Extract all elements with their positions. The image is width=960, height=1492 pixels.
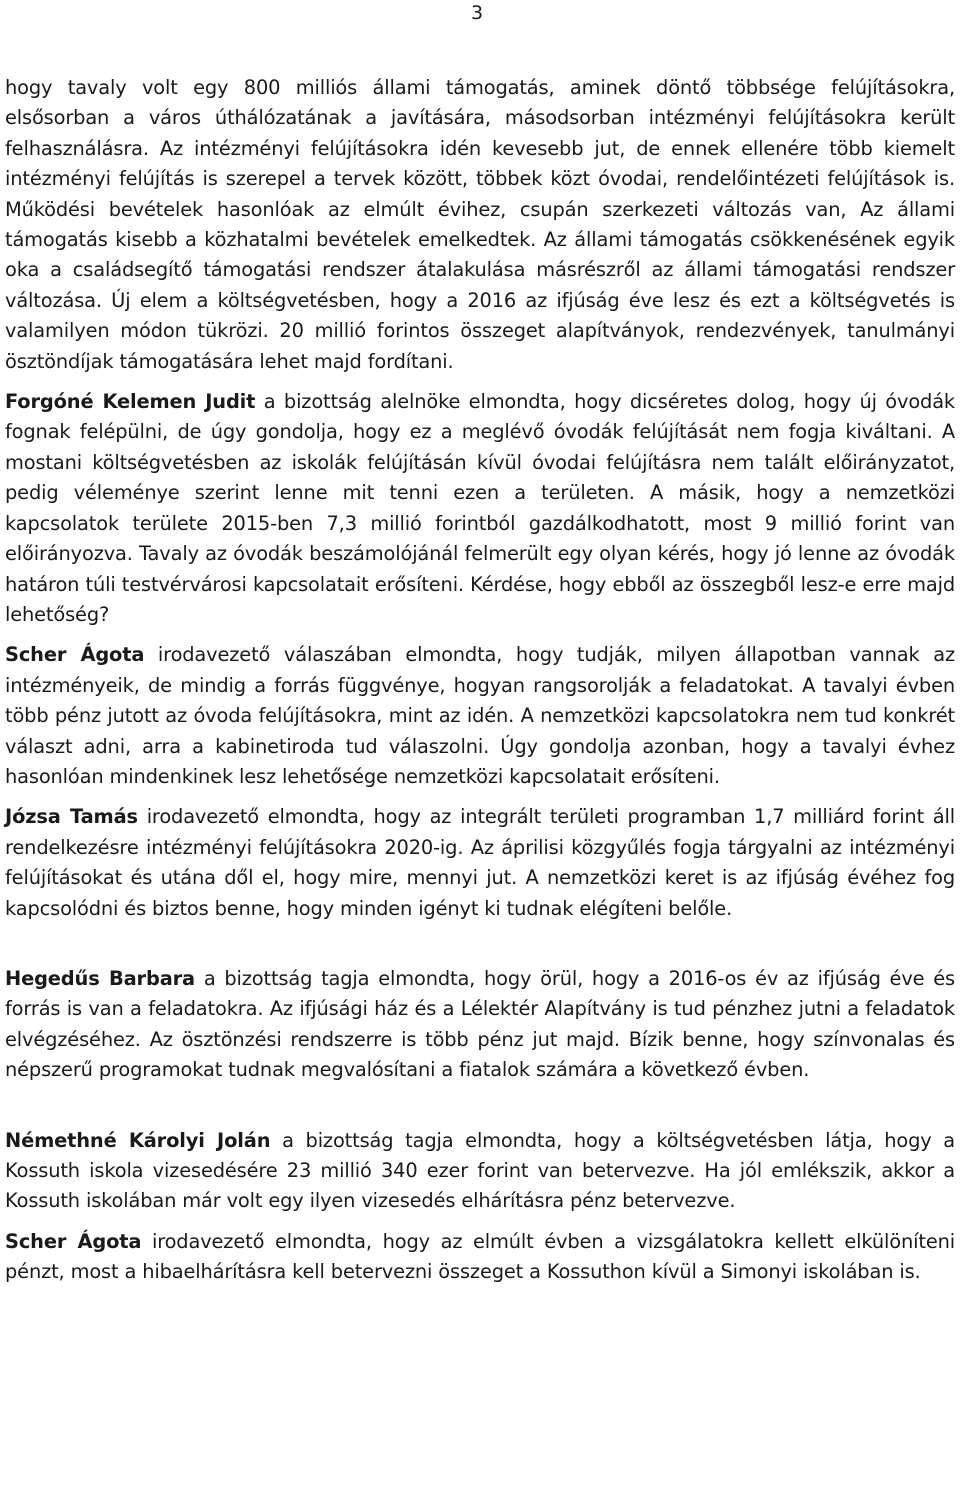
speaker-name: Némethné Károlyi Jolán: [5, 1128, 271, 1152]
speaker-name: Hegedűs Barbara: [5, 966, 195, 990]
paragraph-intro: [5, 73, 955, 377]
page-number: 3: [471, 2, 484, 24]
speaker-name: Scher Ágota: [5, 1229, 142, 1253]
paragraph-text: irodavezető válaszában elmondta, hogy tudják, milyen állapotban vannak az intézményeik, de mindig a forrás függvénye, hogyan rangsorolják a feladatokat. A tavalyi évben több pénz jutott az óvoda felújításokra, mint az idén. A nemzetközi kapcsolatokra nem tud konkrét választ adni, arra a kabinetiroda tud válaszolni. Úgy gondolja azonban, hogy a tavalyi évhez hasonlóan mindenkinek lesz lehetősége nemzetközi kapcsolatait erősíteni.: [5, 643, 955, 788]
speaker-name: Scher Ágota: [5, 643, 145, 667]
paragraph-hegedus-barbara: [5, 964, 955, 1086]
paragraph-text: hogy tavaly volt egy 800 milliós állami támogatás, aminek döntő többsége felújításokra, elsősorban a város úthálózatának a javítására, másodsorban intézményi felújításokra került felhasználásra. Az intézményi felújításokra idén kevesebb jut, de ennek ellenére több kiemelt intézményi felújítás is szerepel a tervek között, többek közt óvodai, rendelőintézeti felújítások is. Működési bevételek hasonlóak az elmúlt évihez, csupán szerkezeti változás van, Az állami támogatás kisebb a közhatalmi bevételek emelkedtek. Az állami támogatás csökkenésének egyik oka a családsegítő támogatási rendszer átalakulása másrészről az állami támogatási rendszer változása. Új elem a költségvetésben, hogy a 2016 az ifjúság éve lesz és ezt a költségvetés is valamilyen módon tükrözi. 20 millió forintos összeget alapítványok, rendezvények, tanulmányi ösztöndíjak támogatására lehet majd fordítani.: [5, 76, 955, 373]
paragraph-nemethne-karolyi-jolan: [5, 1126, 955, 1217]
paragraph-text: a bizottság tagja elmondta, hogy a költségvetésben látja, hogy a Kossuth iskola vizesedésére 23 millió 340 ezer forint van betervezve. Ha jól emlékszik, akkor a Kossuth iskolában már volt egy ilyen vizesedés elhárításra pénz betervezve.: [5, 1128, 955, 1213]
paragraph-text: irodavezető elmondta, hogy az integrált területi programban 1,7 milliárd forint áll rendelkezésre intézményi felújításokra 2020-ig. Az áprilisi közgyűlés fogja tárgyalni az intézményi felújításokat és utána dől el, hogy mire, mennyi jut. A nemzetközi keret is az ifjúság évéhez fog kapcsolódni és biztos benne, hogy minden igényt ki tudnak elégíteni belőle.: [5, 805, 955, 920]
paragraph-text: a bizottság alelnöke elmondta, hogy dicséretes dolog, hogy új óvodák fognak felépülni, de úgy gondolja, hogy ez a meglévő óvodák felújítását nem fogja kiváltani. A mostani költségvetésben az iskolák felújításán kívül óvodai felújításra nem talált előirányzatot, pedig véleménye szerint lenne mit tenni ezen a területen. A másik, hogy a nemzetközi kapcsolatok területe 2015-ben 7,3 millió forintból gazdálkodhatott, most 9 millió forint van előirányozva. Tavaly az óvodák beszámolójánál felmerült egy olyan kérés, hogy jó lenne az óvodák határon túli testvérvárosi kapcsolatait erősíteni. Kérdése, hogy ebből az összegből lesz-e erre majd lehetőség?: [5, 390, 956, 626]
paragraph-scher-agota-1: [5, 640, 955, 792]
paragraph-forgone-kelemen-judit: [5, 387, 955, 630]
paragraph-text: irodavezető elmondta, hogy az elmúlt évben a vizsgálatokra kellett elkülöníteni pénzt, most a hibaelhárításra kell betervezni összeget a Kossuthon kívül a Simonyi iskolában is.: [5, 1229, 955, 1284]
speaker-name: Forgóné Kelemen Judit: [5, 390, 256, 414]
paragraph-scher-agota-2: [5, 1227, 955, 1288]
paragraph-jozsa-tamas: [5, 802, 955, 924]
document-body: [5, 73, 955, 1288]
speaker-name: Józsa Tamás: [5, 805, 138, 829]
paragraph-text: a bizottság tagja elmondta, hogy örül, hogy a 2016-os év az ifjúság éve és forrás is van a feladatokra. Az ifjúsági ház és a Lélektér Alapítvány is tud pénzhez jutni a feladatok elvégzéséhez. Az ösztönzési rendszerre is több pénz jut majd. Bízik benne, hogy színvonalas és népszerű programokat tudnak megvalósítani a fiatalok számára a következő évben.: [5, 966, 955, 1082]
